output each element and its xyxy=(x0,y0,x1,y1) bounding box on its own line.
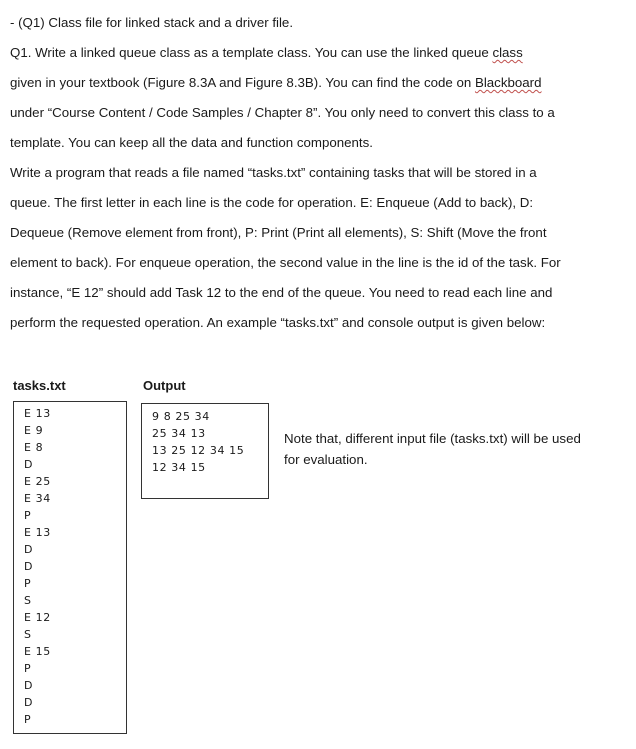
para2-line-6: perform the requested operation. An example “tasks.txt” and console output is given below: xyxy=(10,315,546,330)
task-line: S xyxy=(24,628,32,641)
output-box xyxy=(141,403,269,499)
para2-line-4: element to back). For enqueue operation, the second value in the line is the id of the task. For xyxy=(10,255,561,270)
evaluation-note-line-1: Note that, different input file (tasks.txt) will be used xyxy=(284,431,581,446)
task-line: E 15 xyxy=(24,645,51,658)
task-line: E 8 xyxy=(24,441,44,454)
task-line: E 13 xyxy=(24,407,51,420)
task-line: D xyxy=(24,543,34,556)
q1-line-1 xyxy=(10,45,523,61)
spellcheck-word-class: class xyxy=(492,45,523,60)
para2-line-5: instance, “E 12” should add Task 12 to the end of the queue. You need to read each line and xyxy=(10,285,553,300)
task-line: E 25 xyxy=(24,475,51,488)
output-line: 13 25 12 34 15 xyxy=(152,444,245,457)
tasks-title: tasks.txt xyxy=(13,378,66,393)
task-line: P xyxy=(24,713,32,726)
question-heading: - (Q1) Class file for linked stack and a driver file. xyxy=(10,15,294,30)
para2-line-2: queue. The first letter in each line is the code for operation. E: Enqueue (Add to back), D: xyxy=(10,195,534,210)
q1-line-2 xyxy=(10,75,542,91)
task-line: E 9 xyxy=(24,424,44,437)
q1-line-3: under “Course Content / Code Samples / Chapter 8”. You only need to convert this class to a xyxy=(10,105,555,120)
task-line: E 34 xyxy=(24,492,51,505)
task-line: E 12 xyxy=(24,611,51,624)
q1-line-4: template. You can keep all the data and function components. xyxy=(10,135,373,150)
output-line: 9 8 25 34 xyxy=(152,410,210,423)
q1-line-1-text: Q1. Write a linked queue class as a template class. You can use the linked queue xyxy=(10,45,493,60)
tasks-file-box xyxy=(13,401,127,734)
para2-line-1: Write a program that reads a file named “tasks.txt” containing tasks that will be stored in a xyxy=(10,165,537,180)
output-title: Output xyxy=(143,378,186,393)
q1-line-2-text: given in your textbook (Figure 8.3A and Figure 8.3B). You can find the code on xyxy=(10,75,475,90)
task-line: S xyxy=(24,594,32,607)
task-line: P xyxy=(24,662,32,675)
spellcheck-word-blackboard: Blackboard xyxy=(474,75,542,90)
output-line: 12 34 15 xyxy=(152,461,206,474)
task-line: D xyxy=(24,679,34,692)
task-line: P xyxy=(24,509,32,522)
task-line: D xyxy=(24,458,34,471)
evaluation-note-line-2: for evaluation. xyxy=(284,452,368,467)
para2-line-3: Dequeue (Remove element from front), P: Print (Print all elements), S: Shift (Move the front xyxy=(10,225,547,240)
task-line: P xyxy=(24,577,32,590)
task-line: E 13 xyxy=(24,526,51,539)
task-line: D xyxy=(24,696,34,709)
output-line: 25 34 13 xyxy=(152,427,206,440)
task-line: D xyxy=(24,560,34,573)
